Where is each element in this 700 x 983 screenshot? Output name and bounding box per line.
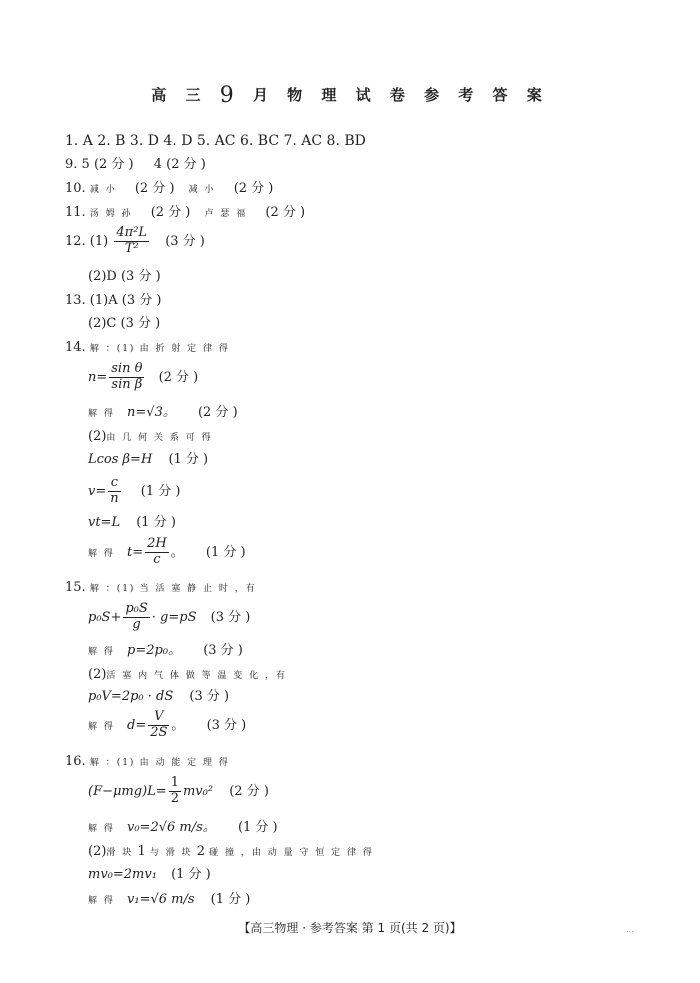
q15-cond2: 活 塞 内 气 体 做 等 温 变 化 ，有	[106, 671, 288, 681]
q16-eq2	[88, 868, 211, 881]
q16-number: 16.	[65, 754, 86, 769]
q14-eq3-points: (1 分 )	[136, 515, 176, 530]
q12-fraction	[114, 226, 149, 257]
q16-p2-label: (2)	[88, 844, 107, 859]
q15-eq1-num: p₀S	[125, 601, 148, 616]
q14-head	[65, 341, 230, 354]
q15-eq1-fraction	[123, 602, 149, 633]
q15-eq1-points: (3 分 )	[210, 609, 251, 625]
q14-number: 14.	[65, 340, 86, 355]
q11-ans2: 卢 瑟 福	[204, 209, 248, 219]
q15-jiede: 解 得	[88, 647, 115, 657]
title-part-c: 月 物 理 试 卷 参 考 答 案	[252, 86, 549, 104]
q15-eq2-points: (3 分 )	[189, 689, 230, 704]
answers-choice: 1. A 2. B 3. D 4. D 5. AC 6. BC 7. AC 8. BD	[65, 133, 366, 149]
q13-p1: 13. (1)A (3 分 )	[65, 293, 162, 308]
q14-n-fraction	[109, 362, 144, 393]
q16-res1	[88, 821, 278, 834]
q14-eq2-points: (1 分 )	[168, 452, 209, 467]
q14-v-num: c	[108, 476, 120, 492]
q14-t-end: 。	[170, 544, 184, 560]
q16-eq1	[88, 776, 269, 807]
q14-n-points: (2 分 )	[158, 369, 199, 385]
q15-eq1	[88, 602, 250, 633]
q12-points: (3 分 )	[165, 233, 205, 249]
q14-n-lhs: n=	[88, 369, 108, 385]
q11-pts2: (2 分 )	[265, 205, 306, 220]
q14-res1	[88, 406, 238, 419]
q14-jiede2: 解 得	[88, 548, 115, 559]
q16-p2	[88, 845, 374, 858]
q12-p1	[65, 226, 205, 257]
page-footer: 【高三物理 · 参考答案 第 1 页(共 2 页)】	[238, 921, 462, 935]
q15-eq2	[88, 690, 229, 703]
q15-d-points: (3 分 )	[206, 717, 247, 733]
q16-p2-b: 滑 块	[106, 848, 134, 858]
q9-b: 4 (2 分 )	[153, 157, 206, 172]
q14-eq3	[88, 516, 176, 529]
q15-p2	[88, 668, 287, 681]
q15-d-end: 。	[171, 717, 185, 733]
title-month: 9	[219, 83, 241, 108]
q10-line	[65, 182, 273, 195]
q16-res1-eq: v₀=2√6 m/s。	[127, 820, 216, 835]
q15-eq1-a: p₀S+	[88, 609, 122, 625]
q9-line	[65, 158, 206, 171]
q10-ans1: 减 小	[89, 185, 117, 195]
q12-denominator: T²	[124, 240, 139, 256]
q12-numerator: 4π²L	[116, 225, 148, 240]
q16-law: 由 动 能 定 理 得	[139, 758, 230, 768]
q14-jie: 解 ：(1)	[89, 344, 136, 354]
q10-pts2: (2 分 )	[233, 181, 274, 196]
q14-eq2-text: Lcos β=H	[88, 452, 153, 467]
q15-eq2-text: p₀V=2p₀ · dS	[88, 689, 174, 704]
q14-law: 由 折 射 定 律 得	[139, 344, 230, 354]
q14-t-points: (1 分 )	[205, 544, 246, 560]
q14-eq-t	[88, 537, 246, 568]
q15-res1-eq: p=2p₀。	[127, 643, 182, 658]
q16-jie: 解 ：(1)	[89, 758, 136, 768]
q15-cond: 当 活 塞 静 止 时 ，有	[139, 584, 257, 594]
q14-v-fraction	[108, 476, 120, 507]
q15-jie: 解 ：(1)	[89, 584, 136, 594]
q14-p2	[88, 430, 213, 443]
q15-eq-d	[88, 710, 246, 741]
q16-jiede2: 解 得	[88, 896, 115, 906]
q15-jiede2: 解 得	[88, 721, 115, 732]
q14-p2-label: (2)	[88, 429, 107, 444]
q14-t-den: c	[153, 551, 161, 567]
q16-head	[65, 755, 230, 768]
q14-res1-eq: n=√3。	[127, 405, 176, 420]
q16-eq1-fraction	[169, 776, 181, 807]
q14-eq-v	[88, 476, 180, 507]
q13-p2: (2)C (3 分 )	[88, 316, 161, 331]
q14-n-num: sin θ	[111, 361, 143, 376]
q15-eq1-den: g	[132, 616, 141, 632]
q14-t-fraction	[145, 537, 169, 568]
q16-eq1-a: (F−μmg)L=	[88, 783, 167, 799]
q14-res1-points: (2 分 )	[197, 405, 238, 420]
q16-res2-points: (1 分 )	[210, 892, 251, 907]
q15-d-num: V	[148, 710, 169, 726]
q15-d-lhs: d=	[127, 717, 147, 733]
q14-t-num: 2H	[147, 536, 167, 551]
q15-eq1-b: · g=pS	[151, 609, 197, 625]
q16-eq2-points: (1 分 )	[171, 867, 211, 882]
q11-line	[65, 206, 305, 219]
q14-n-den: sin β	[111, 376, 143, 392]
q14-jiede: 解 得	[88, 409, 115, 419]
q16-res2-eq: v₁=√6 m/s	[127, 892, 195, 907]
page-title	[0, 85, 700, 107]
q14-v-lhs: v=	[88, 483, 107, 499]
q15-p2-label: (2)	[88, 667, 107, 682]
q14-eq2	[88, 453, 208, 466]
title-part-a: 高 三	[151, 86, 208, 104]
q16-p2-c: 1	[137, 844, 146, 859]
q9-a: 9. 5 (2 分 )	[65, 157, 134, 172]
q11-pts1: (2 分 )	[150, 205, 191, 220]
q15-res1-points: (3 分 )	[203, 643, 243, 658]
q16-p2-f: 碰 撞 ，由 动 量 守 恒 定 律 得	[209, 848, 374, 858]
q16-eq1-den: 2	[170, 790, 179, 806]
q15-number: 15.	[65, 580, 86, 595]
q16-p2-d: 与 滑 块	[149, 848, 193, 858]
q14-geo: 由 几 何 关 系 可 得	[106, 433, 213, 443]
q15-d-fraction	[148, 710, 169, 741]
q11-ans1: 汤 姆 孙	[89, 209, 133, 219]
q16-eq1-points: (2 分 )	[229, 783, 269, 799]
q11-num: 11.	[65, 205, 86, 220]
q14-eq3-text: vt=L	[88, 515, 121, 530]
q15-head	[65, 581, 257, 594]
q15-res1	[88, 644, 243, 657]
q14-eq-n	[88, 362, 198, 393]
q16-eq1-num: 1	[170, 775, 179, 790]
q16-eq2-text: mv₀=2mv₁	[88, 867, 157, 882]
q16-jiede: 解 得	[88, 824, 115, 834]
q14-t-lhs: t=	[127, 544, 144, 560]
q10-num: 10.	[65, 181, 86, 196]
corner-mark: ...	[626, 925, 634, 934]
q10-pts1: (2 分 )	[134, 181, 175, 196]
q16-res2	[88, 893, 250, 906]
q15-d-den: 2S	[150, 724, 168, 740]
q16-p2-e: 2	[196, 844, 206, 859]
q16-eq1-b: mv₀²	[182, 783, 214, 799]
q14-v-den: n	[110, 490, 119, 506]
q10-ans2: 减 小	[188, 185, 216, 195]
q14-v-points: (1 分 )	[140, 483, 181, 499]
q12-p2: (2)D (3 分 )	[88, 269, 161, 284]
q12-num: 12. (1)	[65, 233, 109, 249]
q16-res1-points: (1 分 )	[237, 820, 278, 835]
